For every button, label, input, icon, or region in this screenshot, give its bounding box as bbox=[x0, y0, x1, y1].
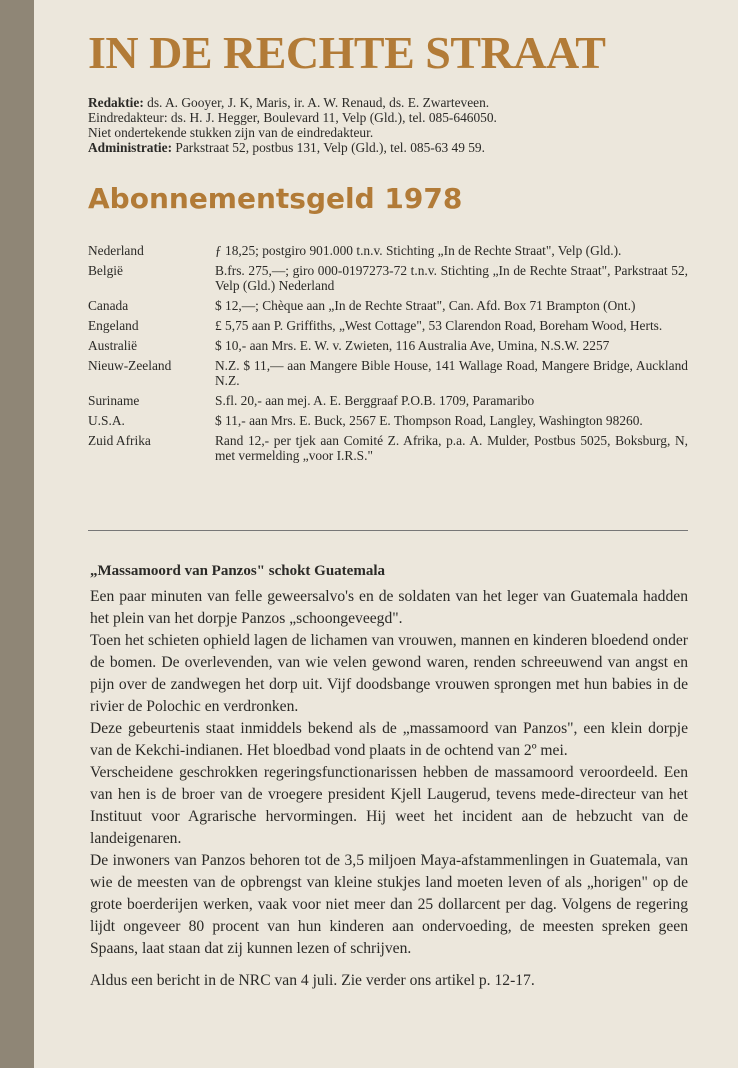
administratie-line bbox=[88, 140, 688, 155]
country: Australië bbox=[88, 338, 138, 353]
rate-row bbox=[88, 413, 688, 428]
country: Suriname bbox=[88, 393, 140, 408]
article-closing: Aldus een bericht in de NRC van 4 juli. Zie verder ons artikel p. 12-17. bbox=[90, 972, 535, 989]
rate-row bbox=[88, 318, 688, 333]
rate-row bbox=[88, 263, 688, 293]
country: U.S.A. bbox=[88, 413, 125, 428]
article-paragraph: De inwoners van Panzos behoren tot de 3,5 miljoen Maya-afstammenlingen in Guatemala, van wie de meesten van de opbrengst van kleine stukjes land moeten leven of als „horigen" op de grote boerderijen werken, vaak voor niet meer dan 25 dollarcent per dag. Volgens de regering lijdt ongeveer 80 procent van hun kinderen aan ondervoeding, de meesten spreken geen Spaans, laat staan dat zij kunnen lezen of schrijven. bbox=[90, 852, 688, 957]
country: Engeland bbox=[88, 318, 139, 333]
rate-row bbox=[88, 243, 688, 258]
rate-details: ƒ 18,25; postgiro 901.000 t.n.v. Stichting „In de Rechte Straat", Velp (Gld.). bbox=[215, 243, 622, 258]
rate-row bbox=[88, 433, 688, 463]
note-line: Niet ondertekende stukken zijn van de eindredakteur. bbox=[88, 125, 374, 140]
eindredakteur-line: Eindredakteur: ds. H. J. Hegger, Boulevard 11, Velp (Gld.), tel. 085-646050. bbox=[88, 110, 497, 125]
rate-details: $ 10,- aan Mrs. E. W. v. Zwieten, 116 Australia Ave, Umina, N.S.W. 2257 bbox=[215, 338, 610, 353]
masthead-title: IN DE RECHTE STRAAT bbox=[88, 27, 606, 78]
rate-row bbox=[88, 298, 688, 313]
country: Nieuw-Zeeland bbox=[88, 358, 172, 373]
country: Canada bbox=[88, 298, 129, 313]
masthead-info bbox=[88, 95, 688, 155]
article-heading: „Massamoord van Panzos" schokt Guatemala bbox=[90, 563, 385, 579]
subscription-table bbox=[88, 243, 688, 468]
divider bbox=[88, 530, 688, 531]
article-paragraph: Verscheidene geschrokken regeringsfunctionarissen hebben de massamoord veroordeeld. Een van hen is de broer van de vroegere president Kjell Laugerud, tevens mede-directeur van het Instituut voor Agrarische hervormingen. Hij weet het incident aan de hebzucht van de landeigenaren. bbox=[90, 764, 688, 847]
rate-details: Rand 12,- per tjek aan Comité Z. Afrika, p.a. A. Mulder, Postbus 5025, Boksburg, N, met vermelding „voor I.R.S." bbox=[215, 433, 688, 463]
administratie-text: Parkstraat 52, postbus 131, Velp (Gld.), tel. 085-63 49 59. bbox=[172, 140, 485, 155]
administratie-label: Administratie: bbox=[88, 140, 173, 155]
redaktie-line bbox=[88, 95, 688, 110]
country: Nederland bbox=[88, 243, 144, 258]
rate-row bbox=[88, 338, 688, 353]
rate-details: S.fl. 20,- aan mej. A. E. Berggraaf P.O.B. 1709, Paramaribo bbox=[215, 393, 535, 408]
article-body bbox=[90, 586, 688, 992]
redaktie-label: Redaktie: bbox=[88, 95, 144, 110]
rate-details: £ 5,75 aan P. Griffiths, „West Cottage", 53 Clarendon Road, Boreham Wood, Herts. bbox=[215, 318, 663, 333]
country: Zuid Afrika bbox=[88, 433, 151, 448]
redaktie-text: ds. A. Gooyer, J. K, Maris, ir. A. W. Renaud, ds. E. Zwarteveen. bbox=[143, 95, 490, 110]
rate-details: N.Z. $ 11,— aan Mangere Bible House, 141 Wallage Road, Mangere Bridge, Auckland N.Z. bbox=[215, 358, 688, 388]
article-paragraph: Toen het schieten ophield lagen de lichamen van vrouwen, mannen en kinderen bloedend onder de bomen. De overlevenden, van wie velen gewond waren, renden schreeuwend van angst en pijn over de zandwegen het dorp uit. Vijf doodsbange vrouwen sprongen met hun babies in de rivier de Polochic en verdronken. bbox=[90, 632, 688, 715]
rate-details: B.frs. 275,—; giro 000-0197273-72 t.n.v. Stichting „In de Rechte Straat", Parkstraat 52, Velp (Gld.) Nederland bbox=[215, 263, 688, 293]
rate-details: $ 11,- aan Mrs. E. Buck, 2567 E. Thompson Road, Langley, Washington 98260. bbox=[215, 413, 643, 428]
article-paragraph: Deze gebeurtenis staat inmiddels bekend als de „massamoord van Panzos", een klein dorpje van de Kekchi-indianen. Het bloedbad vond plaats in de ochtend van 2º mei. bbox=[90, 720, 688, 759]
rate-row bbox=[88, 393, 688, 408]
article-paragraph: Een paar minuten van felle geweersalvo's en de soldaten van het leger van Guatemala hadden het plein van het dorpje Panzos „schoongeveegd". bbox=[90, 588, 688, 627]
rate-details: $ 12,—; Chèque aan „In de Rechte Straat", Can. Afd. Box 71 Brampton (Ont.) bbox=[215, 298, 636, 313]
country: België bbox=[88, 263, 123, 278]
rate-row bbox=[88, 358, 688, 388]
subscription-heading: Abonnementsgeld 1978 bbox=[88, 182, 463, 215]
